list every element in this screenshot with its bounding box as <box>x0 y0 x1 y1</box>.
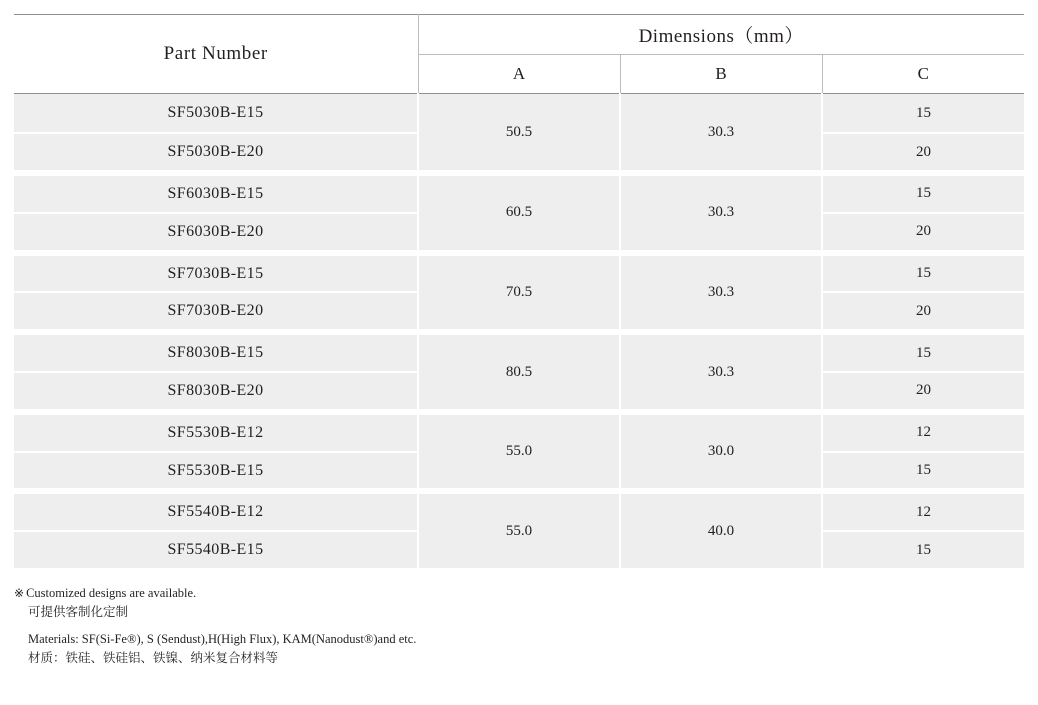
cell-part-number: SF5530B-E12 <box>14 412 418 452</box>
notes-block <box>14 584 1024 669</box>
cell-dimension-c: 15 <box>822 94 1024 134</box>
note-customized-en <box>14 584 1024 603</box>
cell-dimension-c: 20 <box>822 372 1024 412</box>
note-materials-cn: 材质：铁硅、铁硅铝、铁镍、纳米复合材料等 <box>28 651 279 666</box>
note-customized-en-text: Customized designs are available. <box>26 586 197 601</box>
cell-part-number: SF6030B-E15 <box>14 173 418 213</box>
spec-table-page <box>0 14 1038 705</box>
cell-part-number: SF5540B-E15 <box>14 531 418 571</box>
cell-dimension-b: 30.3 <box>620 94 822 174</box>
table-row <box>14 94 1024 134</box>
column-header-b: B <box>620 55 822 94</box>
cell-dimension-c: 15 <box>822 332 1024 372</box>
cell-part-number: SF7030B-E20 <box>14 292 418 332</box>
table-row <box>14 412 1024 452</box>
cell-dimension-a: 55.0 <box>418 412 620 492</box>
cell-dimension-b: 30.3 <box>620 173 822 253</box>
cell-dimension-b: 30.0 <box>620 412 822 492</box>
cell-part-number: SF8030B-E20 <box>14 372 418 412</box>
table-row <box>14 332 1024 372</box>
column-header-a: A <box>418 55 620 94</box>
cell-dimension-c: 20 <box>822 133 1024 173</box>
cell-dimension-b: 30.3 <box>620 332 822 412</box>
cell-dimension-c: 20 <box>822 292 1024 332</box>
cell-dimension-a: 55.0 <box>418 491 620 571</box>
column-header-part-number: Part Number <box>14 15 418 94</box>
cell-dimension-c: 20 <box>822 213 1024 253</box>
cell-dimension-c: 15 <box>822 173 1024 213</box>
cell-dimension-a: 50.5 <box>418 94 620 174</box>
specification-table <box>14 14 1024 574</box>
cell-part-number: SF5540B-E12 <box>14 491 418 531</box>
notes-spacer <box>14 623 1024 630</box>
column-header-dimensions: Dimensions（mm） <box>418 15 1024 55</box>
cell-dimension-b: 30.3 <box>620 253 822 333</box>
cell-dimension-a: 70.5 <box>418 253 620 333</box>
table-header <box>14 15 1024 94</box>
cell-dimension-a: 80.5 <box>418 332 620 412</box>
table-body <box>14 94 1024 572</box>
cell-part-number: SF6030B-E20 <box>14 213 418 253</box>
cell-part-number: SF5030B-E20 <box>14 133 418 173</box>
note-mark-icon: ※ <box>14 586 25 601</box>
cell-part-number: SF5030B-E15 <box>14 94 418 134</box>
note-materials-en: Materials: SF(Si-Fe®), S (Sendust),H(High Flux), KAM(Nanodust®)and etc. <box>28 631 417 646</box>
cell-dimension-c: 15 <box>822 531 1024 571</box>
note-customized-cn: 可提供客制化定制 <box>28 605 129 620</box>
table-row <box>14 253 1024 293</box>
cell-dimension-c: 15 <box>822 253 1024 293</box>
cell-dimension-c: 12 <box>822 412 1024 452</box>
cell-dimension-c: 12 <box>822 491 1024 531</box>
cell-dimension-b: 40.0 <box>620 491 822 571</box>
cell-part-number: SF5530B-E15 <box>14 452 418 492</box>
cell-part-number: SF8030B-E15 <box>14 332 418 372</box>
column-header-c: C <box>822 55 1024 94</box>
table-row <box>14 173 1024 213</box>
cell-part-number: SF7030B-E15 <box>14 253 418 293</box>
table-row <box>14 491 1024 531</box>
cell-dimension-c: 15 <box>822 452 1024 492</box>
cell-dimension-a: 60.5 <box>418 173 620 253</box>
